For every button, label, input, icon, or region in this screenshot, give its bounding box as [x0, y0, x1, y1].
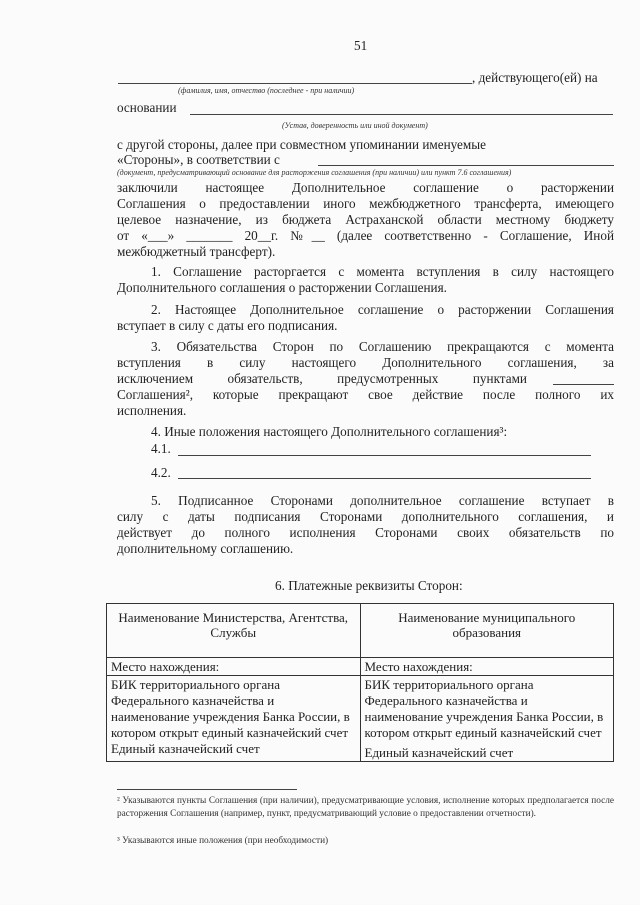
other-side-line1: с другой стороны, далее при совместном упоминании именуемые — [117, 137, 486, 152]
basis-field-line — [190, 114, 613, 115]
doc-field-line — [318, 165, 614, 166]
clause5-line1: 5. Подписанное Сторонами дополнительное соглашение вступает в — [151, 493, 614, 508]
clause2-line1: 2. Настоящее Дополнительное соглашение о расторжении Соглашения — [151, 302, 614, 317]
requisites-title: 6. Платежные реквизиты Сторон: — [275, 578, 463, 593]
basis-label: основании — [117, 100, 177, 115]
intro-line1: заключили настоящее Дополнительное соглашение о расторжении — [117, 180, 614, 195]
other-side-line2: «Стороны», в соответствии с — [117, 152, 280, 167]
clause3-line3: исключением обязательств, предусмотренных пунктами — [117, 371, 527, 386]
left-bik: БИК территориального органа Федерального казначейства и наименование учреждения Банка России, в котором открыт единый казначейский счет — [111, 677, 350, 740]
right-header-cell — [360, 604, 614, 658]
clause5-line4: дополнительному соглашению. — [117, 541, 294, 556]
clauses-points-line — [553, 384, 614, 385]
basis-caption: (Устав, доверенность или иной документ) — [282, 121, 428, 130]
clause5-line2: силу с даты подписания Сторонами дополнительного соглашения, и — [117, 509, 614, 524]
clause1-line1: 1. Соглашение расторгается с момента вступления в силу настоящего — [151, 264, 614, 279]
intro-line5: межбюджетный трансферт). — [117, 244, 276, 259]
page-number: 51 — [354, 38, 368, 53]
fio-caption: (фамилия, имя, отчество (последнее - при наличии) — [178, 86, 355, 95]
right-bik-cell — [360, 676, 614, 762]
clause4-2-line — [178, 478, 591, 479]
clause5-line3: действует до полного исполнения Сторонами своих обязательств по — [117, 525, 614, 540]
clause4-1-label: 4.1. — [151, 441, 171, 456]
clause1-line2: Дополнительного соглашения о расторжении Соглашения. — [117, 280, 447, 295]
intro-line3: целевое назначение, из бюджета Астраханской области местному бюджету — [117, 212, 614, 227]
left-header-cell — [107, 604, 361, 658]
right-header: Наименование муниципального образования — [398, 610, 576, 640]
footnote-3: ³ Указываются иные положения (при необходимости) — [117, 836, 329, 846]
doc-caption: (документ, предусматривающий основание для расторжения соглашения (при наличии) или пункт 7.6 соглашения) — [117, 168, 512, 177]
right-location: Место нахождения: — [360, 658, 614, 676]
table-row — [107, 658, 614, 676]
table-row — [107, 604, 614, 658]
table-row — [107, 676, 614, 762]
fio-field-line — [118, 83, 472, 84]
clause2-line2: вступает в силу с даты его подписания. — [117, 318, 338, 333]
left-location: Место нахождения: — [107, 658, 361, 676]
right-account: Единый казначейский счет — [364, 745, 514, 760]
left-account: Единый казначейский счет — [111, 741, 260, 756]
acting-suffix: , действующего(ей) на — [472, 70, 598, 85]
clause4-title: 4. Иные положения настоящего Дополнительного соглашения³: — [151, 424, 508, 439]
left-header: Наименование Министерства, Агентства, Службы — [118, 610, 349, 640]
clause3-line1: 3. Обязательства Сторон по Соглашению прекращаются с момента — [151, 339, 614, 354]
right-bik: БИК территориального органа Федерального казначейства и наименование учреждения Банка России, в котором открыт единый казначейский счет — [364, 677, 604, 740]
requisites-table — [106, 603, 614, 762]
clause4-2-label: 4.2. — [151, 465, 171, 480]
intro-line4: от «___» _______ 20__г. №__ (далее соответственно - Соглашение, Иной — [117, 228, 614, 243]
clause4-1-line — [178, 455, 591, 456]
clause3-line5: исполнения. — [117, 403, 187, 418]
footnote-separator — [117, 789, 297, 790]
clause3-line4: Соглашения², которые прекращают свое действие после полного их — [117, 387, 614, 402]
intro-line2: Соглашения о предоставлении иного межбюджетного трансферта, имеющего — [117, 196, 614, 211]
footnote-2: ² Указываются пункты Соглашения (при наличии), предусматривающие условия, исполнение которых предполагается после расторжения Соглашения (например, пункт, предусматривающий условие о предоставлении отчетности). — [117, 796, 614, 819]
left-bik-cell — [107, 676, 361, 762]
clause3-line2: вступления в силу настоящего Дополнительного соглашения, за — [117, 355, 614, 370]
